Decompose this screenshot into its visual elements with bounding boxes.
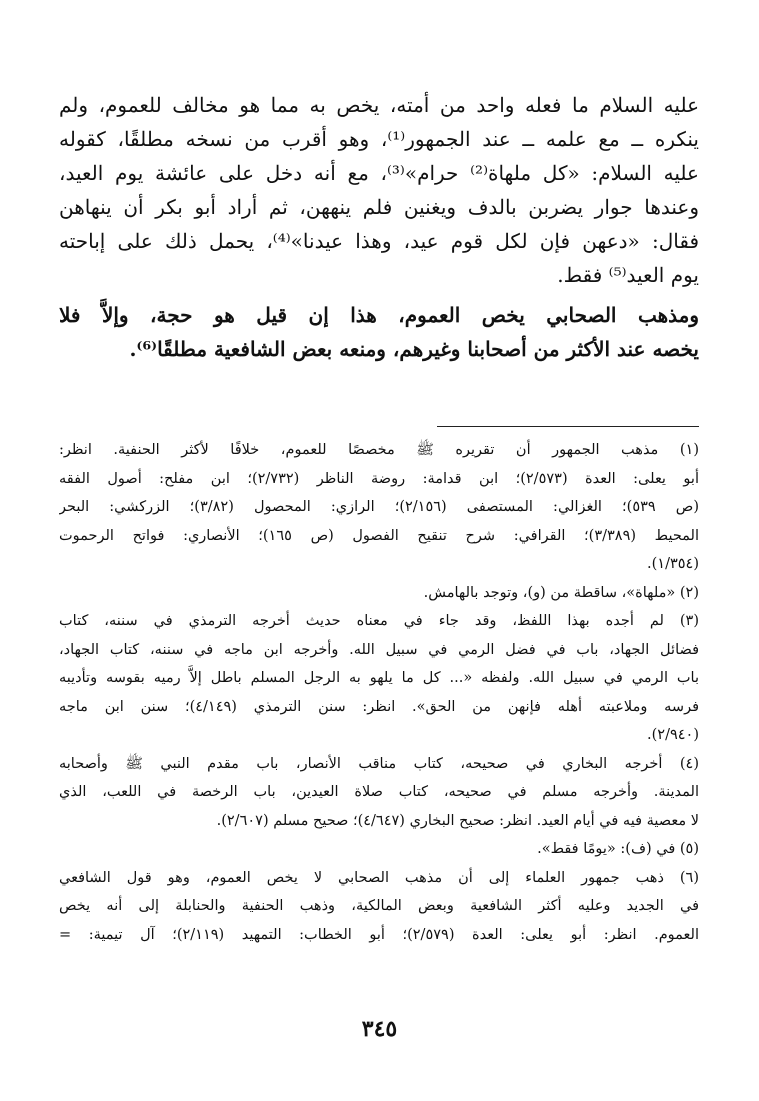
footnote-line: (٤) أخرجه البخاري في صحيحه، كتاب مناقب الأنصار، باب مقدم النبي ﷺ وأصحابه — [59, 755, 699, 772]
footnote-line: (٦) ذهب جمهور العلماء إلى أن مذهب الصحابي لا يخص العموم، وهو قول الشافعي — [59, 869, 699, 886]
text-line: يخصه عند الأكثر من أصحابنا وغيرهم، ومنعه بعض الشافعية مطلقًا⁽⁶⁾. — [129, 337, 699, 361]
footnote-line: (ص ٥٣٩)؛ الغزالي: المستصفى (٢/١٥٦)؛ الرازي: المحصول (٣/٨٢)؛ الزركشي: البحر — [59, 499, 699, 515]
footnotes — [59, 436, 699, 949]
text-line: ومذهب الصحابي يخص العموم، هذا إن قيل هو حجة، وإلاَّ فلا — [59, 303, 699, 327]
footnote-line: باب الرمي في سبيل الله. ولفظه «... كل ما يلهو به الرجل المسلم باطل إلاَّ رميه بقوسه وتأديبه — [59, 670, 699, 686]
footnote-separator — [437, 426, 699, 427]
footnote-line: المدينة. وأخرجه مسلم في صحيحه، كتاب صلاة العيدين، باب الرخصة في اللعب، الذي — [59, 784, 699, 800]
text-line: عليه السلام ما فعله واحد من أمته، يخص به مما هو مخالف للعموم، ولم — [59, 93, 699, 117]
footnote-line: (٣) لم أجده بهذا اللفظ، وقد جاء في معناه حديث أخرجه الترمذي في سننه، كتاب — [59, 613, 699, 629]
main-text — [59, 88, 699, 366]
text-line: فقال: «دعهن فإن لكل قوم عيد، وهذا عيدنا»⁽⁴⁾، يحمل ذلك على إباحته — [59, 229, 699, 253]
text-line: وعندها جوار يضربن بالدف ويغنين فلم ينههن، ثم أراد أبو بكر أن ينهاهن — [59, 195, 699, 219]
footnote-4 — [59, 750, 699, 836]
footnote-line: (٢) «ملهاة»، ساقطة من (و)، وتوجد بالهامش. — [423, 584, 699, 601]
paragraph — [59, 88, 699, 292]
text-line: عليه السلام: «كل ملهاة⁽²⁾ حرام»⁽³⁾، مع أنه دخل على عائشة يوم العيد، — [59, 161, 699, 185]
footnote-line: فرسه وملاعبته أهله فإنهن من الحق». انظر: سنن الترمذي (٤/١٤٩)؛ سنن ابن ماجه — [59, 698, 699, 715]
footnote-1 — [59, 436, 699, 579]
page-number: ٣٤٥ — [361, 1016, 398, 1042]
footnote-line: (٥) في (ف): «يومًا فقط». — [537, 841, 699, 857]
footnote-line: (١) مذهب الجمهور أن تقريره ﷺ مخصصًا للعموم، خلافًا لأكثر الحنفية. انظر: — [59, 442, 699, 458]
footnote-line: في الجديد وعليه أكثر الشافعية وبعض المالكية، وذهب الحنفية والحنابلة إلى أنه يخص — [59, 898, 699, 914]
footnote-line: فضائل الجهاد، باب في فضل الرمي في سبيل الله. وأخرجه ابن ماجه في سننه، كتاب الجهاد، — [59, 641, 699, 658]
footnote-3 — [59, 607, 699, 750]
footnote-line: العموم. انظر: أبو يعلى: العدة (٢/٥٧٩)؛ أبو الخطاب: التمهيد (٢/١١٩)؛ آل تيمية: = — [59, 926, 699, 943]
footnote-2 — [59, 579, 699, 608]
text-line: يوم العيد⁽⁵⁾ فقط. — [557, 263, 699, 287]
text-line: ينكره ــ مع علمه ــ عند الجمهور⁽¹⁾، وهو أقرب من نسخه مطلقًا، كقوله — [59, 127, 699, 151]
footnote-5 — [59, 835, 699, 864]
footnote-line: (١/٣٥٤). — [647, 556, 699, 572]
footnote-line: لا معصية فيه في أيام العيد. انظر: صحيح البخاري (٤/٦٤٧)؛ صحيح مسلم (٢/٦٠٧). — [216, 812, 699, 829]
footnote-line: المحيط (٣/٣٨٩)؛ القرافي: شرح تنقيح الفصول (ص ١٦٥)؛ الأنصاري: فواتح الرحموت — [59, 527, 699, 544]
footnote-line: أبو يعلى: العدة (٢/٥٧٣)؛ ابن قدامة: روضة الناظر (٢/٧٣٢)؛ ابن مفلح: أصول الفقه — [59, 470, 699, 487]
footnote-6 — [59, 864, 699, 950]
footnote-line: (٢/٩٤٠). — [647, 727, 699, 743]
paragraph-bold — [59, 298, 699, 366]
